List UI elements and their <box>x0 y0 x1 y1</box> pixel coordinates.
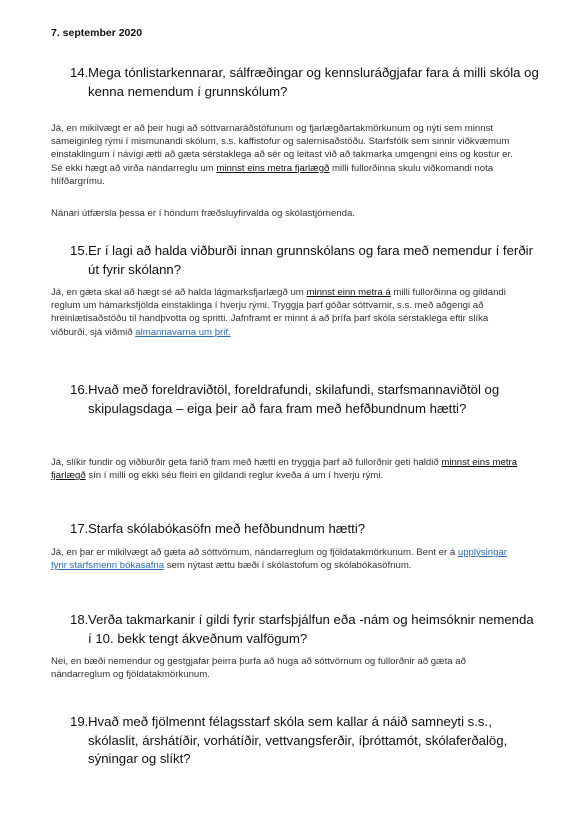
question-text: Mega tónlistarkennarar, sálfræðingar og kennsluráðgjafar fara á milli skóla og kenna nemendum í grunnskólum? <box>88 65 539 99</box>
question-18 <box>70 611 540 648</box>
question-text: Hvað með fjölmennt félagsstarf skóla sem kallar á náið samneyti s.s., skólaslit, árshátíðir, vorhátíðir, vettvangsferðir, íþróttamót, skólaferðalög, sýningar og slíkt? <box>88 714 508 766</box>
underlined-phrase: minnst eins metra fjarlægð <box>51 457 518 482</box>
answer-15 <box>51 286 521 339</box>
question-16 <box>70 381 540 418</box>
question-19 <box>70 713 540 769</box>
question-text: Verða takmarkanir í gildi fyrir starfsþjálfun eða -nám og heimsóknir nemenda í 10. bekk tengt ákveðnum valfögum? <box>88 612 534 646</box>
answer-text: Já, en mikilvægt er að þeir hugi að sóttvarnaráðstöfunum og fjarlægðartakmörkunum og nýti sem minnst sameiginleg rými í mismunandi skólum, s.s. kaffistofur og salernisaðstöðu. Starfsfólk sem sinnir viðkvæmum einstaklingum í návígi ætti að gæta sérstaklega að sér og leitast við að takmarka umgengni eins og kostur er. Sé ekki hægt að virða nándarreglu um <box>51 123 513 174</box>
question-15 <box>70 242 540 279</box>
page-date: 7. september 2020 <box>51 27 143 39</box>
answer-14-paragraph-2: Nánari útfærsla þessa er í höndum fræðsluyfirvalda og skólastjórnenda. <box>51 208 355 219</box>
question-number: 19. <box>70 714 89 729</box>
question-text: Hvað með foreldraviðtöl, foreldrafundi, skilafundi, starfsmannaviðtöl og skipulagsdaga – eiga þeir að fara fram með hefðbundnum hætti? <box>88 382 500 416</box>
question-number: 14. <box>70 65 89 80</box>
answer-text: Já, en gæta skal að hægt sé að halda lágmarksfjarlægð um <box>51 287 307 298</box>
almannavarna-link[interactable]: almannavarna um þrif. <box>135 326 231 338</box>
question-14 <box>70 64 540 101</box>
question-number: 17. <box>70 521 89 536</box>
bokasafna-link[interactable]: upplýsingar fyrir starfsmenn bókasafna <box>51 547 507 572</box>
question-number: 15. <box>70 243 89 258</box>
answer-14-paragraph-1 <box>51 122 521 188</box>
question-number: 16. <box>70 382 89 397</box>
question-text: Starfa skólabókasöfn með hefðbundnum hætti? <box>88 521 366 536</box>
answer-text: milli fullorðinna og gildandi reglum um hámarksfjölda einstaklinga í hverju rými. Tryggja þarf góðar sóttvarnir, s.s. með aðgengi að hreinlætisaðstöðu til handþvotta og spritti. Jafnframt er minnt á að þrífa þarf skóla sérstaklega eftir slíka viðburði, sjá viðmið <box>51 287 506 338</box>
question-text: Er í lagi að halda viðburði innan grunnskólans og fara með nemendur í ferðir út fyrir skólann? <box>88 243 533 277</box>
answer-text: milli fullorðinna skulu viðkomandi nota hlífðargrímu. <box>51 162 494 187</box>
answer-text: Já, slíkir fundir og viðburðir geta farið fram með hætti en tryggja þarf að fullorðnir geti haldið <box>51 457 442 468</box>
answer-16 <box>51 456 521 482</box>
question-17 <box>70 520 540 539</box>
question-number: 18. <box>70 612 89 627</box>
underlined-phrase: minnst eins metra fjarlægð <box>216 162 330 174</box>
answer-text: sín í milli og ekki séu fleiri en gildandi reglur kveða á um í hverju rými. <box>85 470 384 482</box>
underlined-phrase: minnst einn metra á <box>306 287 391 298</box>
answer-17 <box>51 546 521 572</box>
answer-text: Já, en þar er mikilvægt að gæta að sóttvörnum, nándarreglum og fjöldatakmörkunum. Bent er á <box>51 547 458 558</box>
answer-18: Nei, en bæði nemendur og gestgjafar þeirra þurfa að huga að sóttvörnum og fullorðnir að gæta að nándarreglum og fjöldatakmörkunum. <box>51 656 466 681</box>
answer-text: sem nýtast ættu bæði í skólastofum og skólabókasöfnum. <box>164 560 412 572</box>
